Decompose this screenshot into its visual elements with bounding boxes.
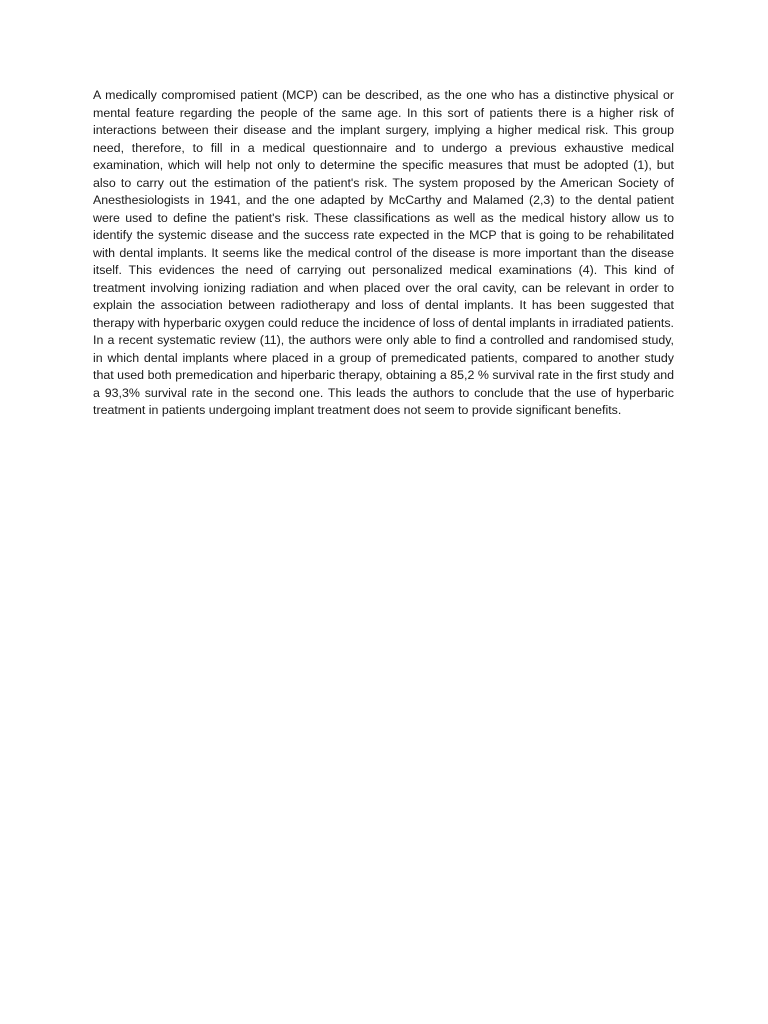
- body-paragraph: A medically compromised patient (MCP) can be described, as the one who has a distinctive physical or mental feature regarding the people of the same age. In this sort of patients there is a higher risk of interactions between their disease and the implant surgery, implying a higher medical risk. This group need, therefore, to fill in a medical questionnaire and to undergo a previous exhaustive medical examination, which will help not only to determine the specific measures that must be adopted (1), but also to carry out the estimation of the patient's risk. The system proposed by the American Society of Anesthesiologists in 1941, and the one adapted by McCarthy and Malamed (2,3) to the dental patient were used to define the patient's risk. These classifications as well as the medical history allow us to identify the systemic disease and the success rate expected in the MCP that is going to be rehabilitated with dental implants. It seems like the medical control of the disease is more important than the disease itself. This evidences the need of carrying out personalized medical examinations (4). This kind of treatment involving ionizing radiation and when placed over the oral cavity, can be relevant in order to explain the association between radiotherapy and loss of dental implants. It has been suggested that therapy with hyperbaric oxygen could reduce the incidence of loss of dental implants in irradiated patients. In a recent systematic review (11), the authors were only able to find a controlled and randomised study, in which dental implants where placed in a group of premedicated patients, compared to another study that used both premedication and hiperbaric therapy, obtaining a 85,2 % survival rate in the first study and a 93,3% survival rate in the second one. This leads the authors to conclude that the use of hyperbaric treatment in patients undergoing implant treatment does not seem to provide significant benefits.: [93, 88, 674, 417]
